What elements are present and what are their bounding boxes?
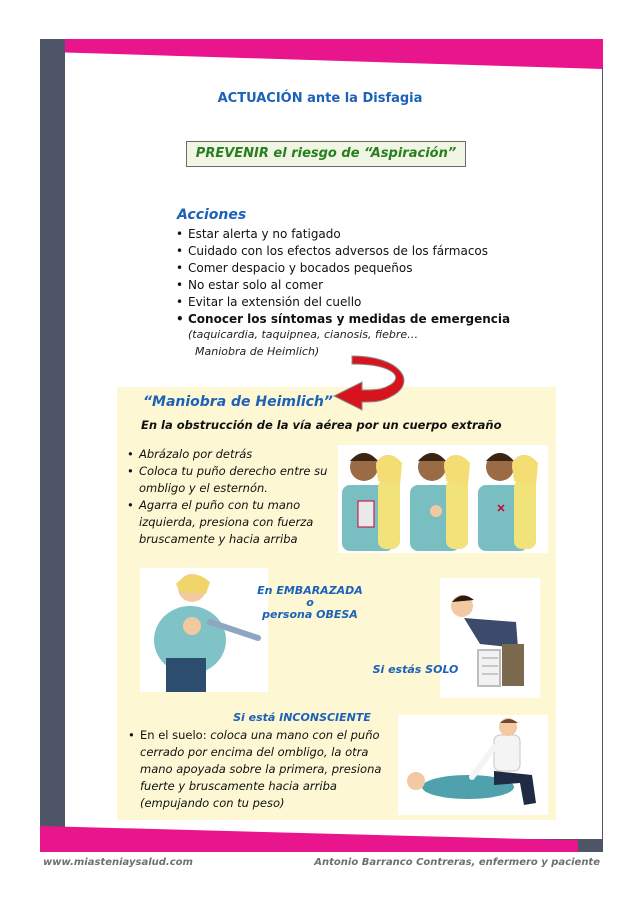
note-line: Maniobra de Heimlich)	[195, 345, 320, 358]
figure-1-icon	[342, 453, 402, 551]
figure-3-icon	[478, 453, 538, 551]
list-item: • Coloca tu puño derecho entre su ombligo y el esternón.	[127, 463, 337, 497]
embarazada-illustration	[140, 568, 268, 692]
inconsciente-text: • En el suelo: coloca una mano con el puño cerrado por encima del ombligo, la otra mano apoyada sobre la primera, presiona fuerte y bruscamente hacia arriba (empujando con tu peso)	[128, 727, 403, 812]
inconsciente-label: Si está INCONSCIENTE	[233, 711, 371, 724]
prevenir-box: PREVENIR el riesgo de “Aspiración”	[186, 141, 466, 167]
page-title: ACTUACIÓN ante la Disfagia	[217, 91, 423, 106]
list-item: • No estar solo al comer	[176, 277, 510, 294]
list-item: • Conocer los síntomas y medidas de emergencia	[176, 311, 510, 328]
embarazada-line: o	[306, 596, 314, 609]
figure-2-icon	[410, 453, 470, 551]
heimlich-sequence-illustration	[338, 445, 548, 553]
note-line: (taquicardia, taquipnea, cianosis, fiebre…	[188, 328, 419, 341]
acciones-list	[176, 226, 510, 328]
embarazada-line: persona OBESA	[262, 608, 358, 621]
inconsciente-illustration	[398, 715, 548, 815]
curved-arrow-icon	[330, 352, 420, 412]
solo-illustration	[440, 578, 540, 698]
heimlich-title: “Maniobra de Heimlich”	[143, 394, 333, 410]
list-item: • Comer despacio y bocados pequeños	[176, 260, 510, 277]
list-item: • En el suelo: coloca una mano con el puño	[128, 727, 403, 744]
footer-website: www.miasteniaysalud.com	[43, 857, 193, 868]
embarazada-label	[252, 585, 368, 621]
acciones-title: Acciones	[177, 207, 247, 223]
list-item: • Abrázalo por detrás	[127, 446, 337, 463]
embarazada-line: En EMBARAZADA	[257, 584, 363, 597]
heimlich-steps	[127, 446, 337, 548]
list-item: • Estar alerta y no fatigado	[176, 226, 510, 243]
solo-label: Si estás SOLO	[372, 663, 459, 676]
list-item: • Agarra el puño con tu mano izquierda, presiona con fuerza bruscamente y hacia arriba	[127, 497, 337, 548]
heimlich-subtitle: En la obstrucción de la vía aérea por un cuerpo extraño	[141, 418, 502, 432]
footer-author: Antonio Barranco Contreras, enfermero y paciente	[314, 857, 600, 868]
list-item: • Evitar la extensión del cuello	[176, 294, 510, 311]
list-item: • Cuidado con los efectos adversos de los fármacos	[176, 243, 510, 260]
